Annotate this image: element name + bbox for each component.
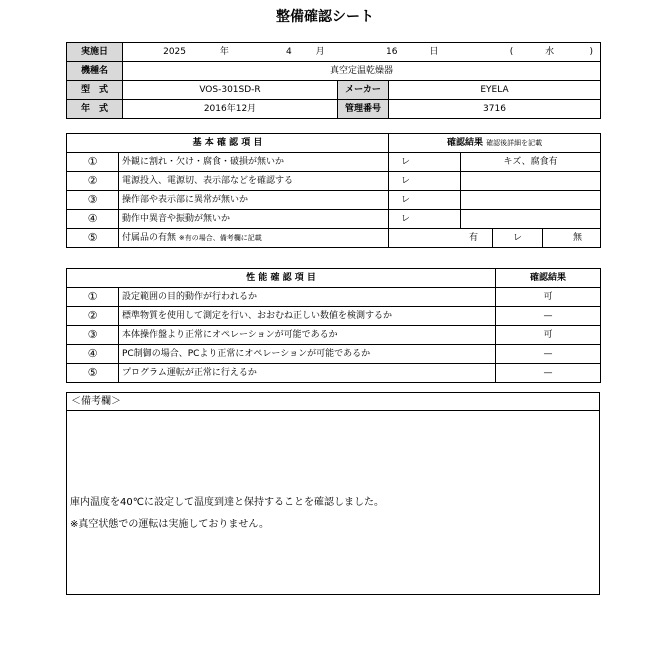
- remarks-box: [66, 392, 600, 595]
- performance-row-result: 可: [496, 326, 601, 345]
- basic-row-text: 電源投入、電源切、表示部などを確認する: [119, 172, 389, 191]
- performance-row-text: プログラム運転が正常に行えるか: [119, 364, 496, 383]
- basic-row-detail: [461, 191, 601, 210]
- year-label: 年 式: [67, 100, 123, 119]
- performance-row-no: ①: [67, 288, 119, 307]
- performance-row-no: ②: [67, 307, 119, 326]
- performance-row-text: 本体操作盤より正常にオペレーションが可能であるか: [119, 326, 496, 345]
- accessory-note: ※有の場合、備考欄に記載: [178, 234, 262, 242]
- accessory-mark: レ: [493, 229, 543, 248]
- date-value: [123, 43, 601, 62]
- performance-row-no: ④: [67, 345, 119, 364]
- basic-row-no: ③: [67, 191, 119, 210]
- performance-row-result: —: [496, 307, 601, 326]
- performance-row-no: ⑤: [67, 364, 119, 383]
- date-year: 2025: [163, 47, 186, 57]
- basic-row-no: ①: [67, 153, 119, 172]
- date-day-unit: 日: [429, 47, 439, 57]
- basic-row-mark: レ: [389, 210, 461, 229]
- model-label: 型 式: [67, 81, 123, 100]
- date-month-unit: 月: [315, 47, 325, 57]
- accessory-yes: 有: [389, 229, 493, 248]
- maker-value: EYELA: [389, 81, 601, 100]
- performance-heading: 性 能 確 認 項 目: [67, 269, 496, 288]
- performance-row-result: —: [496, 345, 601, 364]
- mgmt-label: 管理番号: [338, 100, 389, 119]
- model-value: VOS-301SD-R: [123, 81, 338, 100]
- performance-row-no: ③: [67, 326, 119, 345]
- basic-row-no: ②: [67, 172, 119, 191]
- basic-row: [67, 172, 601, 191]
- basic-row-detail: キズ、腐食有: [461, 153, 601, 172]
- performance-row: [67, 345, 601, 364]
- basic-heading: 基 本 確 認 項 目: [67, 134, 389, 153]
- accessory-no-option: 無: [543, 229, 601, 248]
- basic-row: [67, 153, 601, 172]
- date-year-unit: 年: [219, 47, 229, 57]
- date-label: 実施日: [67, 43, 123, 62]
- date-open-paren: (: [509, 47, 514, 57]
- year-value: 2016年12月: [123, 100, 338, 119]
- performance-check-table: [66, 268, 601, 383]
- basic-result-title: 確認結果: [446, 138, 483, 148]
- accessory-text: 付属品の有無: [122, 233, 177, 243]
- basic-result-heading: [389, 134, 601, 153]
- basic-row-detail: [461, 172, 601, 191]
- basic-row-mark: レ: [389, 153, 461, 172]
- maker-label: メーカー: [338, 81, 389, 100]
- mgmt-value: 3716: [389, 100, 601, 119]
- page-title: 整備確認シート: [276, 9, 374, 25]
- performance-row-result: 可: [496, 288, 601, 307]
- remarks-note: 庫内温度を40℃に設定して温度到達と保持することを確認しました。: [70, 497, 384, 508]
- header-info-table: [66, 42, 601, 119]
- accessory-text-cell: [119, 229, 389, 248]
- performance-row-text: 設定範囲の目的動作が行われるか: [119, 288, 496, 307]
- performance-row: [67, 288, 601, 307]
- performance-row: [67, 364, 601, 383]
- basic-result-note: 確認後詳細を記載: [486, 139, 543, 147]
- remarks-note: ※真空状態での運転は実施しておりません。: [70, 519, 269, 530]
- basic-row-detail: [461, 210, 601, 229]
- performance-row: [67, 326, 601, 345]
- date-close-paren: ): [589, 47, 593, 57]
- performance-result-heading: 確認結果: [496, 269, 601, 288]
- performance-row-result: —: [496, 364, 601, 383]
- basic-row-text: 操作部や表示部に異常が無いか: [119, 191, 389, 210]
- performance-row-text: 標準物質を使用して測定を行い、おおむね正しい数値を検測するか: [119, 307, 496, 326]
- remarks-heading: ＜備考欄＞: [67, 393, 599, 411]
- basic-row-no: ④: [67, 210, 119, 229]
- basic-row-mark: レ: [389, 191, 461, 210]
- device-label: 機種名: [67, 62, 123, 81]
- basic-check-table: [66, 133, 601, 248]
- basic-row-mark: レ: [389, 172, 461, 191]
- accessory-no: ⑤: [67, 229, 119, 248]
- date-weekday: 水: [545, 47, 555, 57]
- performance-row-text: PC制御の場合、PCより正常にオペレーションが可能であるか: [119, 345, 496, 364]
- date-month: 4: [286, 47, 292, 57]
- device-name: 真空定温乾燥器: [123, 62, 601, 81]
- basic-row: [67, 210, 601, 229]
- basic-row: [67, 191, 601, 210]
- basic-accessory-row: [67, 229, 601, 248]
- date-day: 16: [386, 47, 398, 57]
- basic-row-text: 動作中異音や振動が無いか: [119, 210, 389, 229]
- basic-row-text: 外観に割れ・欠け・腐食・破損が無いか: [119, 153, 389, 172]
- performance-row: [67, 307, 601, 326]
